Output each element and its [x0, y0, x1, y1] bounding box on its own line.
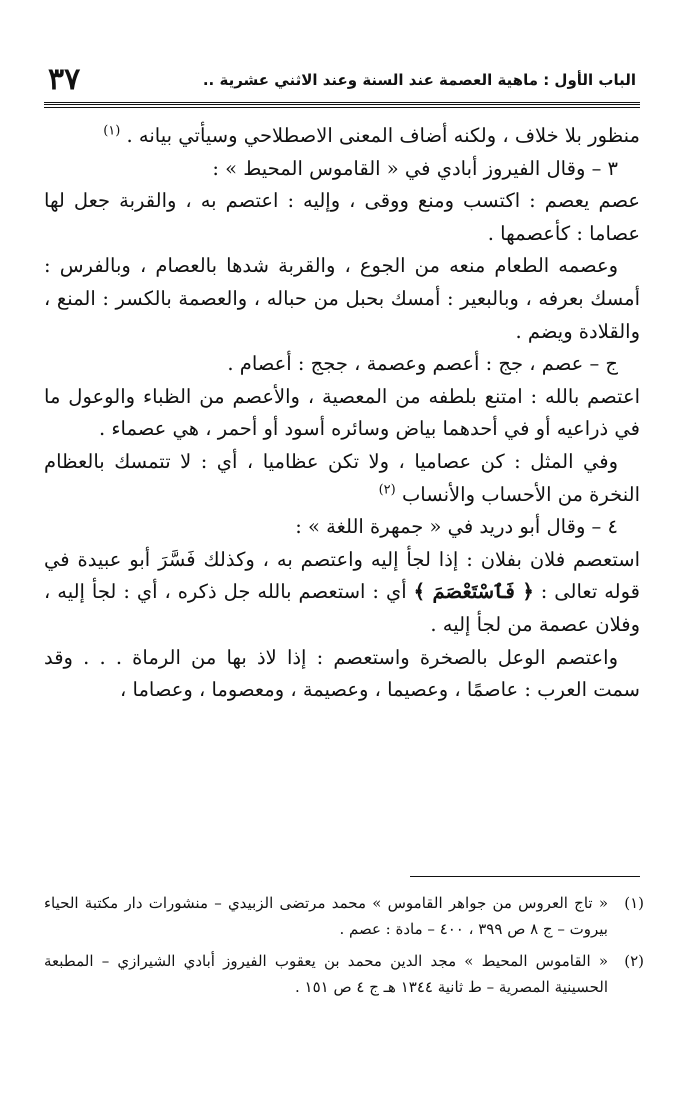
quran-verse: ﴿ فَٱسْتَعْصَمَ ﴾: [413, 580, 534, 604]
footnote: [44, 948, 644, 1000]
footnote-number: (١): [624, 894, 644, 912]
paragraph-definition: وعصمه الطعام منعه من الجوع ، والقربة شدها بالعصام ، وبالفرس : أمسك بعرفه ، وبالبعير : أمسك بحبل من حباله ، والعصمة بالكسر : المنع ، والقلادة ويضم .: [44, 254, 640, 343]
footnote-text: « تاج العروس من جواهر القاموس » محمد مرتضى الزبيدي – منشورات دار مكتبة الحياء بيروت – ج ٨ ص ٣٩٩ ، ٤٠٠ – مادة : عصم .: [44, 894, 608, 938]
footnote-separator: [410, 876, 640, 877]
paragraph-definition: واعتصم الوعل بالصخرة واستعصم : إذا لاذ بها من الرماة . . . وقد سمت العرب : عاصمًا ، وعصيما ، وعصيمة ، ومعصوما ، وعصاما ،: [44, 645, 640, 702]
paragraph-text: وفي المثل : كن عصاميا ، ولا تكن عظاميا ، أي : لا تتمسك بالعظام النخرة من الأحساب والأنساب: [44, 449, 640, 506]
paragraph-text: أي : استعصم بالله جل ذكره ، أي : لجأ إليه ، وفلان عصمة من لجأ إليه .: [44, 580, 640, 636]
footnotes: [44, 890, 644, 1006]
main-text: [44, 120, 640, 707]
footnote-ref-2: (٢): [378, 482, 396, 498]
page-number: ٣٧: [48, 62, 81, 97]
footnote: [44, 890, 644, 942]
paragraph-definition: [44, 544, 640, 642]
section-heading-jamhara: ٤ – وقال أبو دريد في « جمهرة اللغة » :: [295, 515, 618, 539]
header-rule: [44, 102, 640, 108]
footnote-number: (٢): [624, 952, 644, 970]
paragraph-text: استعصم فلان بفلان : إذا لجأ إليه واعتصم به ، وكذلك فَسَّرَ أبو عبيدة في قوله تعالى :: [44, 547, 640, 604]
paragraph-plurals: ج – عصم ، جج : أعصم وعصمة ، ججج : أعصام .: [227, 352, 618, 376]
footnote-ref-1: (١): [103, 123, 121, 139]
paragraph-continuation: [44, 120, 640, 153]
paragraph-proverb: [44, 446, 640, 511]
section-heading-qamus: ٣ – وقال الفيروز أبادي في « القاموس المحيط » :: [212, 156, 618, 180]
footnote-text: « القاموس المحيط » مجد الدين محمد بن يعقوب الفيروز أبادي الشيرازي – المطبعة الحسينية المصرية – ط ثانية ١٣٤٤ هـ ج ٤ ص ١٥١ .: [44, 952, 608, 996]
page-header: [44, 62, 640, 102]
paragraph-definition: اعتصم بالله : امتنع بلطفه من المعصية ، والأعصم من الظباء والوعول ما في ذراعيه أو في أحدهما بياض وسائره أسود أو أحمر ، هي عصماء .: [44, 384, 640, 441]
paragraph-text: منظور بلا خلاف ، ولكنه أضاف المعنى الاصطلاحي وسيأتي بيانه .: [126, 124, 640, 147]
running-head: الباب الأول : ماهية العصمة عند السنة وعند الاثني عشرية ..: [202, 71, 636, 89]
paragraph-definition: عصم يعصم : اكتسب ومنع ووقى ، وإليه : اعتصم به ، والقربة جعل لها عصاما : كأعصمها .: [44, 189, 640, 245]
